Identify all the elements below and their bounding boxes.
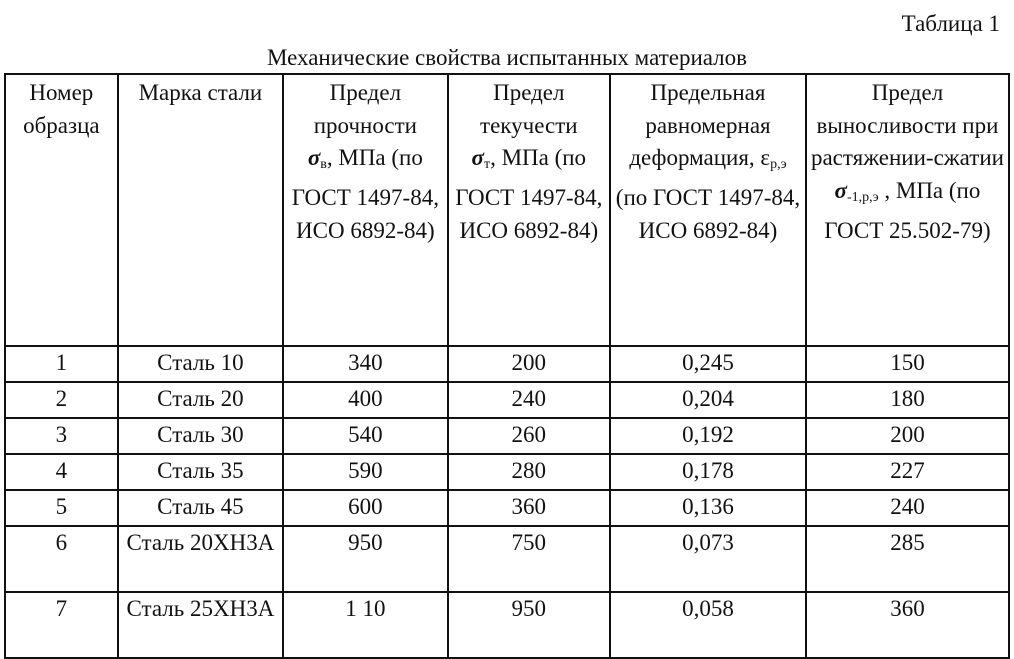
cell-number: 2 (5, 382, 118, 418)
cell-number: 4 (5, 454, 118, 490)
header-tensile-strength (283, 74, 447, 346)
cell-strength: 540 (283, 418, 447, 454)
table-row (5, 526, 1009, 592)
header-sample-number: Номер образца (5, 74, 118, 346)
cell-deformation: 0,192 (610, 418, 806, 454)
cell-deformation: 0,058 (610, 592, 806, 658)
subscript: т (483, 157, 491, 173)
header-uniform-deformation-standard: (по ГОСТ 1497-84, ИСО 6892-84) (615, 185, 801, 243)
header-endurance-limit-unit: , МПа (по ГОСТ 25.502-79) (824, 178, 991, 243)
cell-number: 7 (5, 592, 118, 658)
cell-strength: 340 (283, 346, 447, 382)
cell-endurance: 360 (806, 592, 1009, 658)
table-row (5, 382, 1009, 418)
cell-yield: 200 (448, 346, 610, 382)
subscript: -1,р,э (846, 190, 879, 206)
cell-grade: Сталь 20ХН3А (118, 526, 283, 592)
table-row (5, 454, 1009, 490)
header-tensile-strength-text: Предел прочности (313, 80, 417, 138)
cell-endurance: 285 (806, 526, 1009, 592)
cell-yield: 750 (448, 526, 610, 592)
cell-yield: 950 (448, 592, 610, 658)
table-label: Таблица 1 (901, 11, 1000, 36)
cell-strength: 590 (283, 454, 447, 490)
cell-endurance: 150 (806, 346, 1009, 382)
cell-deformation: 0,178 (610, 454, 806, 490)
cell-endurance: 200 (806, 418, 1009, 454)
header-endurance-limit-text: Предел выносливости при растяжении-сжатии (810, 80, 1004, 171)
cell-grade: Сталь 30 (118, 418, 283, 454)
cell-grade: Сталь 25ХН3А (118, 592, 283, 658)
cell-deformation: 0,136 (610, 490, 806, 526)
sigma-symbol: σ (471, 145, 484, 171)
header-yield-strength-unit: , МПа (по ГОСТ 1497-84, ИСО 6892-84) (455, 145, 603, 243)
table-header-row (5, 74, 1009, 346)
header-uniform-deformation-text: Предельная равномерная деформация, ε (629, 80, 771, 171)
subscript: р,э (770, 157, 787, 173)
table-row (5, 418, 1009, 454)
header-yield-strength (448, 74, 610, 346)
cell-number: 6 (5, 526, 118, 592)
table-row (5, 592, 1009, 658)
header-steel-grade: Марка стали (118, 74, 283, 346)
header-tensile-strength-unit: , МПа (по ГОСТ 1497-84, ИСО 6892-84) (291, 145, 439, 243)
header-endurance-limit (806, 74, 1009, 346)
cell-endurance: 240 (806, 490, 1009, 526)
sigma-symbol: σ (834, 178, 847, 204)
table-row (5, 490, 1009, 526)
header-yield-strength-text: Предел текучести (480, 80, 578, 138)
subscript: в (320, 157, 327, 173)
cell-endurance: 227 (806, 454, 1009, 490)
cell-yield: 280 (448, 454, 610, 490)
cell-number: 1 (5, 346, 118, 382)
cell-number: 3 (5, 418, 118, 454)
cell-strength: 950 (283, 526, 447, 592)
cell-deformation: 0,245 (610, 346, 806, 382)
cell-yield: 360 (448, 490, 610, 526)
mechanical-properties-table (4, 73, 1010, 659)
cell-strength: 1 10 (283, 592, 447, 658)
cell-grade: Сталь 35 (118, 454, 283, 490)
table-row (5, 346, 1009, 382)
cell-yield: 240 (448, 382, 610, 418)
cell-yield: 260 (448, 418, 610, 454)
cell-grade: Сталь 10 (118, 346, 283, 382)
cell-grade: Сталь 45 (118, 490, 283, 526)
cell-deformation: 0,073 (610, 526, 806, 592)
cell-number: 5 (5, 490, 118, 526)
cell-strength: 600 (283, 490, 447, 526)
cell-deformation: 0,204 (610, 382, 806, 418)
header-uniform-deformation (610, 74, 806, 346)
sigma-symbol: σ (307, 145, 321, 171)
table-title: Механические свойства испытанных материалов (266, 45, 748, 70)
cell-strength: 400 (283, 382, 447, 418)
cell-endurance: 180 (806, 382, 1009, 418)
cell-grade: Сталь 20 (118, 382, 283, 418)
